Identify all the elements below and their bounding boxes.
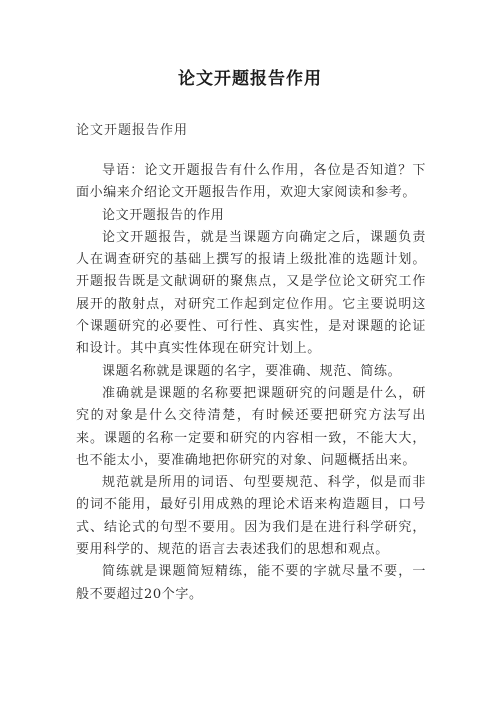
document-body: [76, 160, 426, 606]
paragraph-title-rule: 课题名称就是课题的名字，要准确、规范、简练。: [102, 363, 402, 379]
paragraph-concise: 简练就是课题简短精练，能不要的字就尽量不要，一般不要超过20个字。: [76, 564, 426, 602]
paragraph-accuracy: 准确就是课题的名称要把课题研究的问题是什么，研究的对象是什么交待清楚，有时候还要把研究方法写出来。课题的名称一定要和研究的内容相一致，不能大大，也不能太小，要准确地把你研究的对象、问题概括出来。: [76, 385, 426, 468]
paragraph-intro: 导语：论文开题报告有什么作用，各位是否知道？下面小编来介绍论文开题报告作用，欢迎大家阅读和参考。: [76, 163, 426, 201]
paragraph-definition: 论文开题报告，就是当课题方向确定之后，课题负责人在调查研究的基础上撰写的报请上级批准的选题计划。开题报告既是文献调研的聚焦点，又是学位论文研究工作展开的散射点，对研究工作起到定位作用。它主要说明这个课题研究的必要性、可行性、真实性，是对课题的论证和设计。其中真实性体现在研究计划上。: [76, 229, 426, 357]
paragraph-heading: 论文开题报告的作用: [102, 207, 225, 223]
document-subtitle: 论文开题报告作用: [76, 123, 189, 138]
document-title: 论文开题报告作用: [178, 69, 322, 89]
paragraph-standard: 规范就是所用的词语、句型要规范、科学，似是而非的词不能用，最好引用成熟的理论术语来构造题目，口号式、结论式的句型不要用。因为我们是在进行科学研究，要用科学的、规范的语言去表述我们的思想和观点。: [76, 475, 426, 558]
